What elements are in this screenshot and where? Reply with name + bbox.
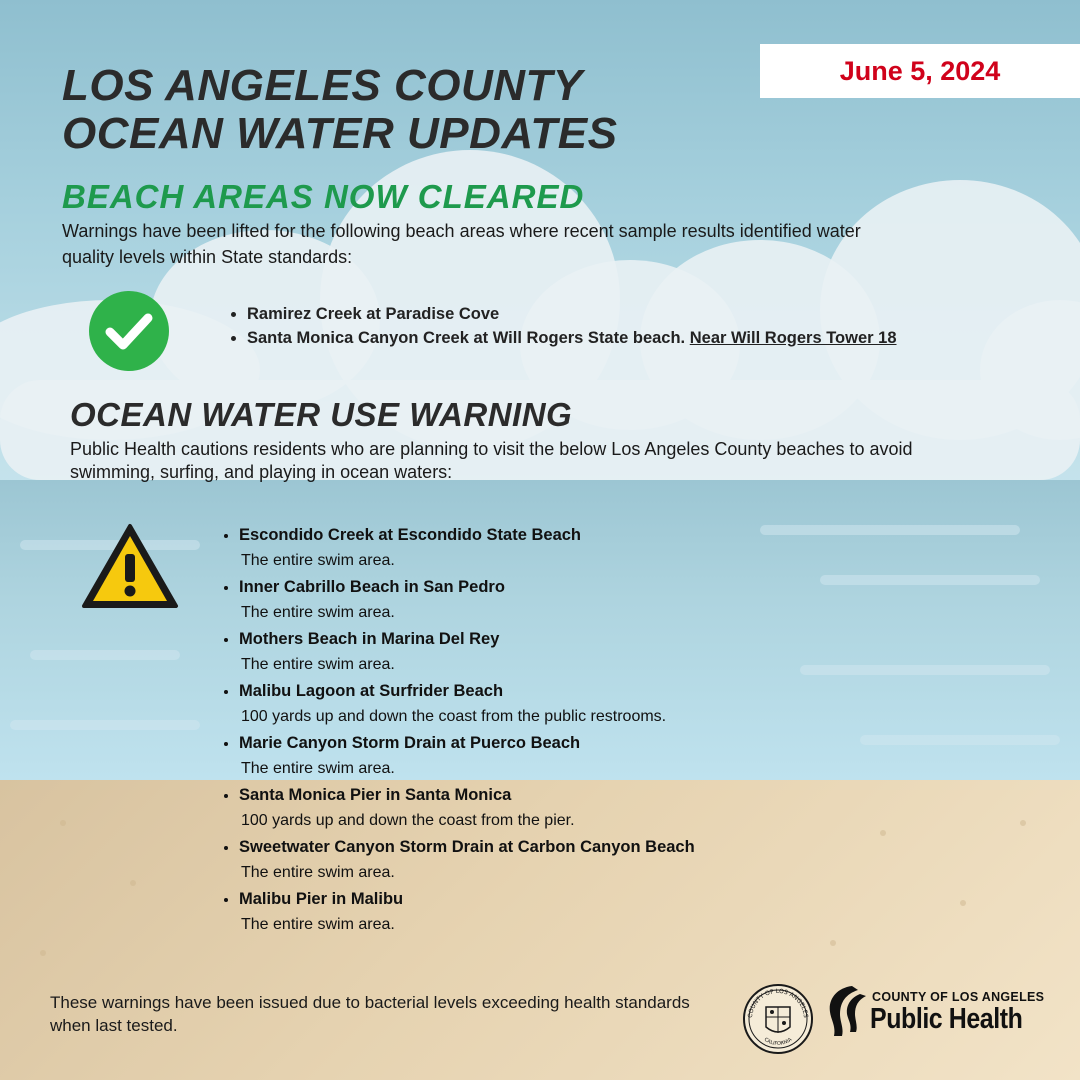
- county-seal-icon: [742, 983, 814, 1055]
- warning-item-detail: 100 yards up and down the coast from the pier.: [241, 812, 575, 829]
- warning-item-name: • Mothers Beach in Marina Del Rey: [239, 630, 500, 648]
- list-item: [239, 574, 695, 626]
- cleared-item-name: Santa Monica Canyon Creek at Will Rogers State beach.: [247, 329, 686, 347]
- cleared-description: Warnings have been lifted for the following beach areas where recent sample results identified water quality levels within State standards:: [62, 221, 861, 267]
- warning-item-name: • Malibu Pier in Malibu: [239, 890, 404, 908]
- sand-speck: [960, 900, 966, 906]
- list-item: [239, 626, 695, 678]
- warning-heading: OCEAN WATER USE WARNING: [70, 396, 573, 433]
- list-item: [239, 678, 695, 730]
- wave-shape: [800, 665, 1050, 675]
- warning-item-name: • Santa Monica Pier in Santa Monica: [239, 786, 512, 804]
- sand-speck: [880, 830, 886, 836]
- warning-item-detail: 100 yards up and down the coast from the public restrooms.: [241, 708, 667, 725]
- warning-triangle-icon: [80, 522, 180, 612]
- list-item: [239, 522, 695, 574]
- org-name: Public Health: [870, 1003, 1023, 1035]
- warning-item-detail: The entire swim area.: [241, 656, 395, 673]
- seal-text-bottom: CALIFORNIA: [762, 1036, 794, 1048]
- org-county-name: COUNTY OF LOS ANGELES: [872, 990, 1045, 1004]
- title-line-1: LOS ANGELES COUNTY: [62, 61, 583, 110]
- cleared-item-note: Near Will Rogers Tower 18: [689, 329, 897, 347]
- wave-shape: [760, 525, 1020, 535]
- wave-shape: [10, 720, 200, 730]
- warning-item-name: • Inner Cabrillo Beach in San Pedro: [239, 578, 505, 596]
- date-banner: [760, 44, 1080, 98]
- cleared-list: [225, 302, 897, 350]
- warning-item-name: • Malibu Lagoon at Surfrider Beach: [239, 682, 504, 700]
- warning-list: [218, 522, 695, 938]
- wave-shape: [30, 650, 180, 660]
- wave-shape: [860, 735, 1060, 745]
- warning-item-name: • Escondido Creek at Escondido State Beach: [239, 526, 582, 544]
- list-item: [239, 886, 695, 938]
- warning-item-name: • Marie Canyon Storm Drain at Puerco Beach: [239, 734, 581, 752]
- cleared-heading: BEACH AREAS NOW CLEARED: [62, 178, 585, 215]
- list-item: [247, 302, 897, 326]
- list-item: [239, 782, 695, 834]
- warning-description: Public Health cautions residents who are planning to visit the below Los Angeles County beaches to avoid swimming, surfing, and playing in ocean waters:: [70, 439, 913, 482]
- cleared-item-name: Ramirez Creek at Paradise Cove: [247, 305, 500, 323]
- warning-item-detail: The entire swim area.: [241, 760, 395, 777]
- page-title: [62, 62, 617, 158]
- date-text: June 5, 2024: [839, 55, 1001, 86]
- sand-speck: [830, 940, 836, 946]
- warning-item-detail: The entire swim area.: [241, 604, 395, 621]
- sand-speck: [1020, 820, 1026, 826]
- check-circle-icon: [88, 290, 170, 372]
- warning-item-detail: The entire swim area.: [241, 552, 395, 569]
- warning-item-name: • Sweetwater Canyon Storm Drain at Carbon Canyon Beach: [239, 838, 695, 856]
- sand-speck: [60, 820, 66, 826]
- warning-item-detail: The entire swim area.: [241, 916, 395, 933]
- sand-speck: [130, 880, 136, 886]
- public-health-logo-icon: [822, 982, 868, 1040]
- warning-item-detail: The entire swim area.: [241, 864, 395, 881]
- title-line-2: OCEAN WATER UPDATES: [62, 109, 618, 158]
- list-item: [239, 730, 695, 782]
- seal-text-top: COUNTY OF LOS ANGELES: [746, 987, 810, 1019]
- list-item: [239, 834, 695, 886]
- list-item: [247, 326, 897, 350]
- wave-shape: [820, 575, 1040, 585]
- footer-note: These warnings have been issued due to bacterial levels exceeding health standards when last tested.: [50, 993, 690, 1035]
- sand-speck: [40, 950, 46, 956]
